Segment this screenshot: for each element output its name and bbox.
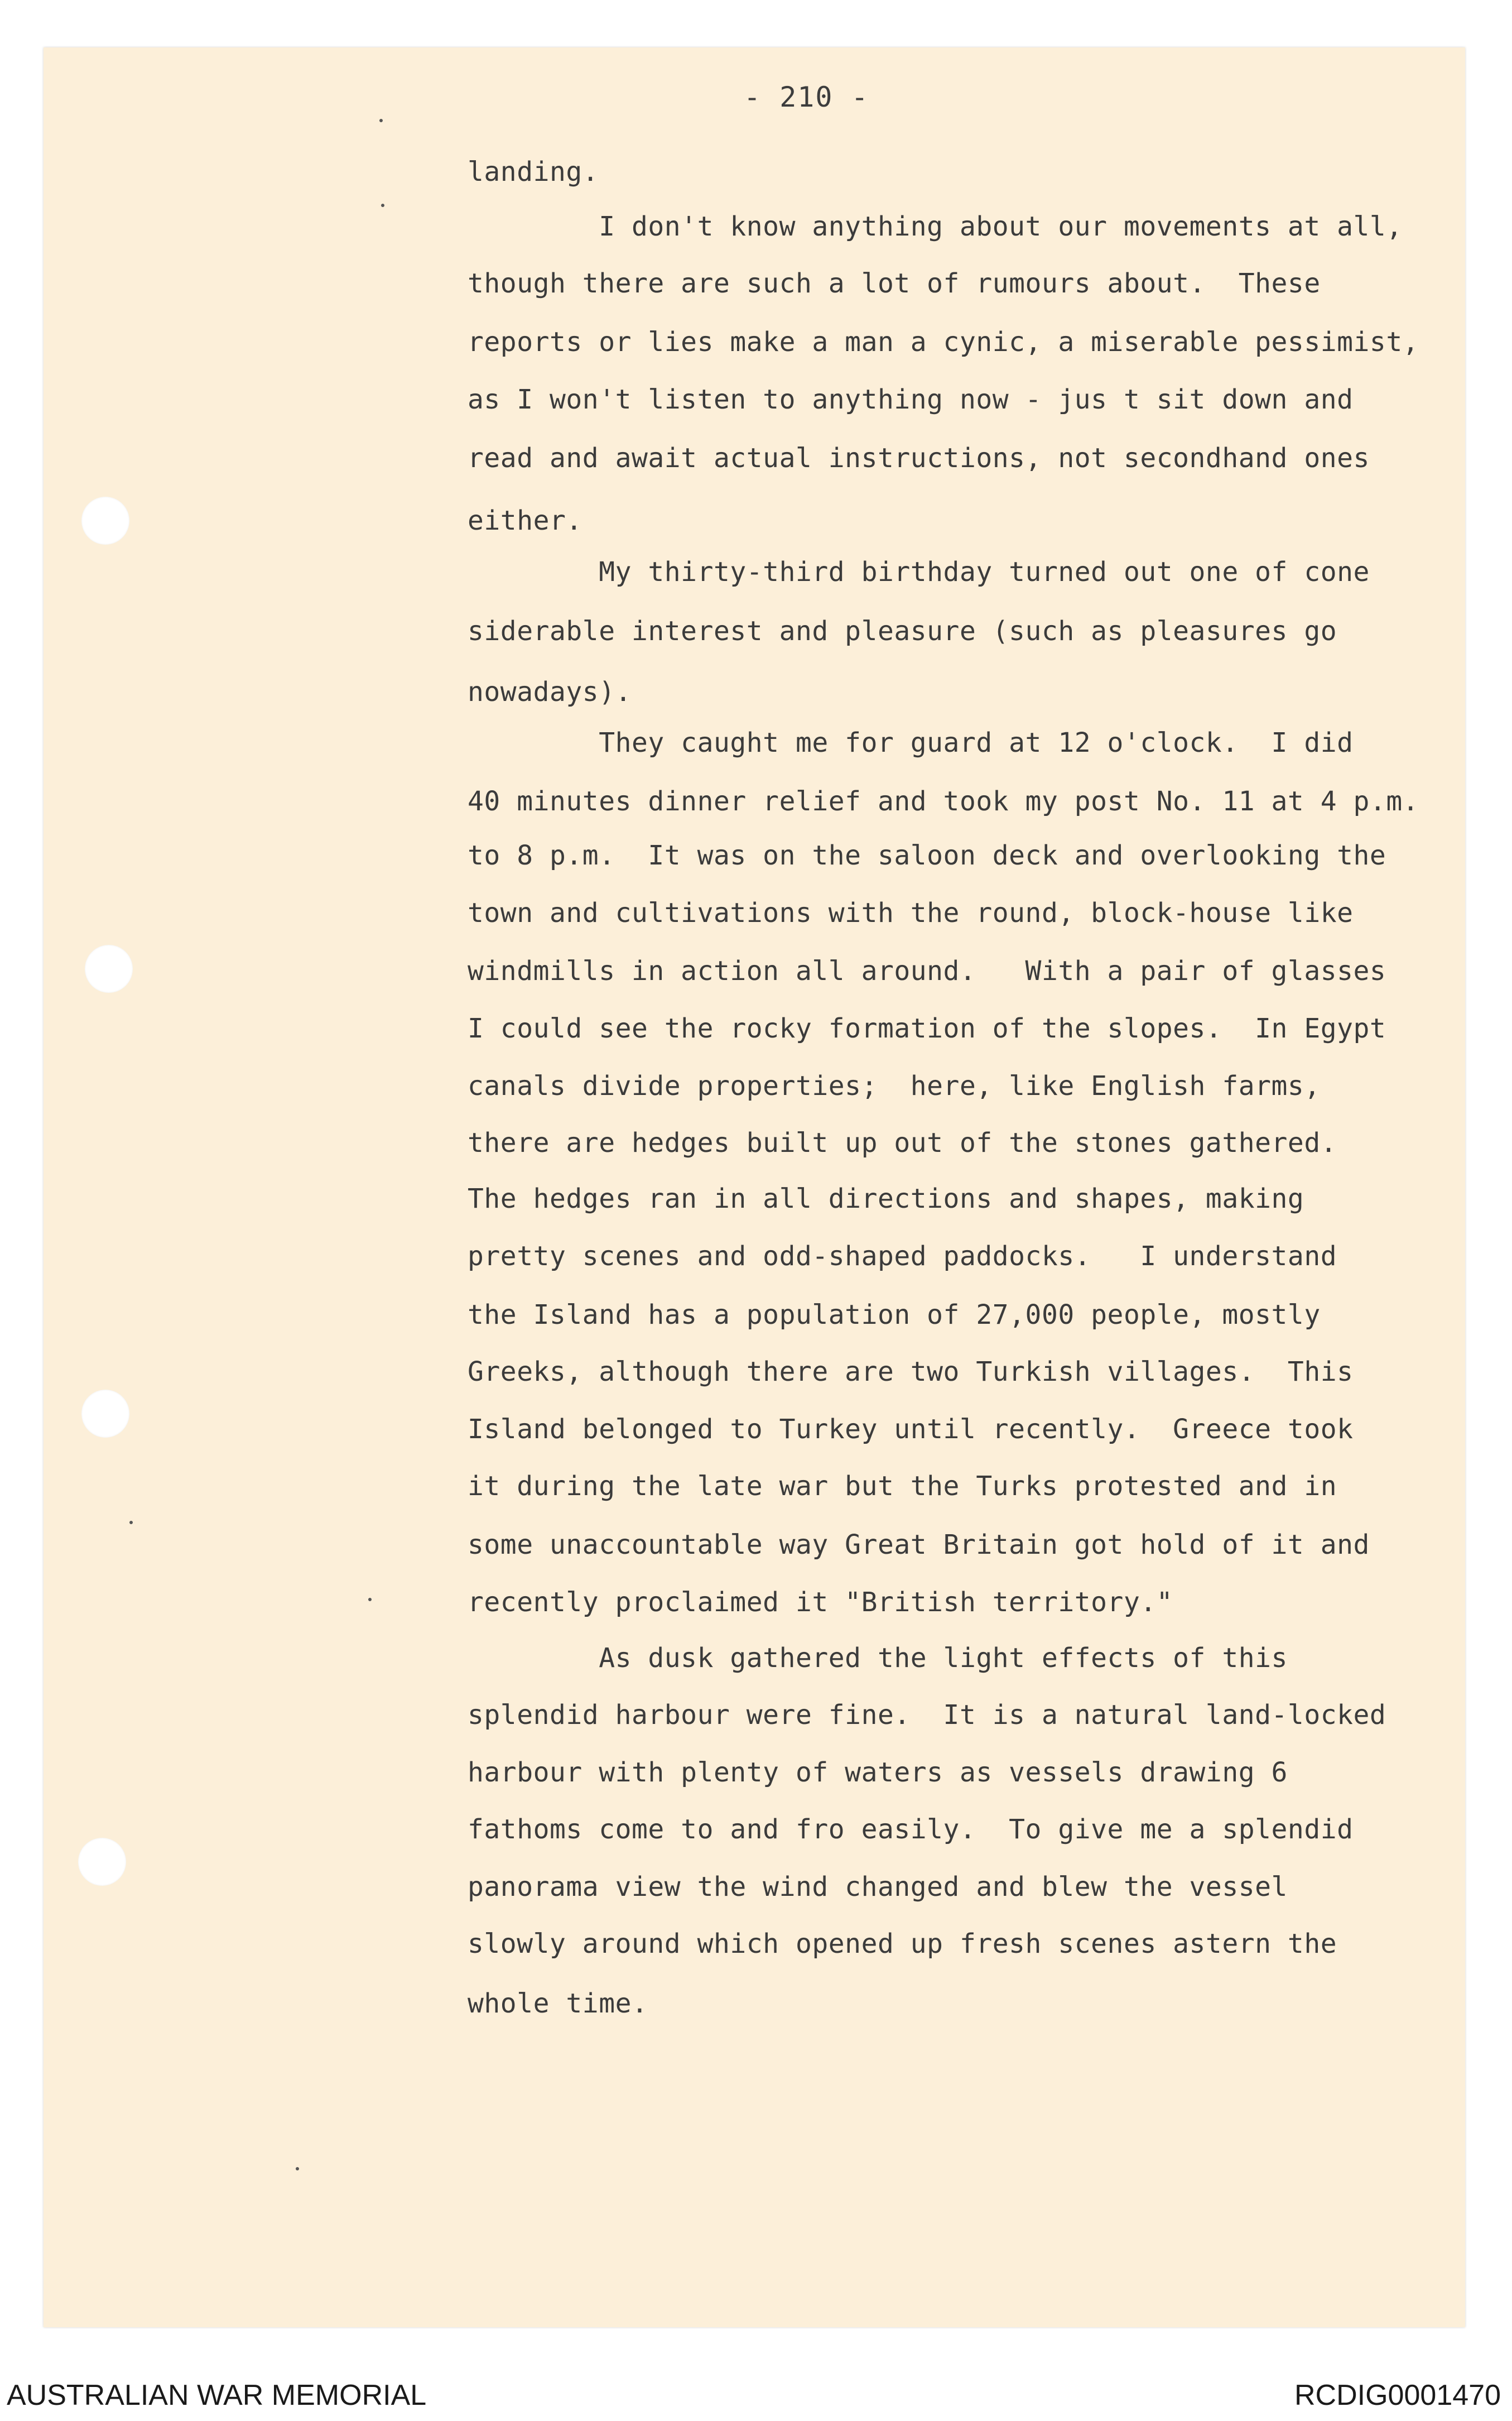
text-line: recently proclaimed it "British territory." [468,1587,1173,1618]
text-line: as I won't listen to anything now - jus t sit down and [468,384,1354,415]
text-line: I could see the rocky formation of the slopes. In Egypt [468,1013,1386,1044]
paper-speck [381,204,384,207]
document-page [44,47,1465,2327]
text-line: canals divide properties; here, like English farms, [468,1070,1321,1102]
text-line: to 8 p.m. It was on the saloon deck and overlooking the [468,840,1386,871]
text-line: Greeks, although there are two Turkish villages. This [468,1356,1354,1387]
text-line: some unaccountable way Great Britain got hold of it and [468,1529,1370,1560]
text-line: read and await actual instructions, not secondhand ones [468,443,1370,474]
paper-speck [368,1598,372,1601]
text-line: fathoms come to and fro easily. To give me a splendid [468,1814,1354,1845]
page-number: - 210 - [744,81,869,113]
archive-id: RCDIG0001470 [1294,2379,1501,2412]
text-line: the Island has a population of 27,000 people, mostly [468,1299,1321,1330]
text-line: windmills in action all around. With a pair of glasses [468,955,1386,987]
text-line: I don't know anything about our movements at all, [468,211,1403,242]
text-line: either. [468,505,582,536]
text-line: it during the late war but the Turks protested and in [468,1471,1337,1502]
text-line: slowly around which opened up fresh scenes astern the [468,1928,1337,1959]
text-line: town and cultivations with the round, block-house like [468,897,1354,929]
text-line: panorama view the wind changed and blew the vessel [468,1871,1288,1903]
paper-speck [129,1521,133,1524]
text-line: They caught me for guard at 12 o'clock. I did [468,727,1354,758]
text-line: whole time. [468,1988,648,2019]
text-line: landing. [468,156,599,188]
text-line: Island belonged to Turkey until recently. Greece took [468,1414,1354,1445]
text-line: The hedges ran in all directions and shapes, making [468,1183,1304,1214]
archive-credit: AUSTRALIAN WAR MEMORIAL [7,2379,427,2412]
punch-hole [81,497,129,545]
text-line: though there are such a lot of rumours about. These [468,268,1321,299]
punch-hole [78,1838,126,1886]
text-line: 40 minutes dinner relief and took my post No. 11 at 4 p.m. [468,786,1419,817]
text-line: siderable interest and pleasure (such as pleasures go [468,616,1337,647]
punch-hole [81,1390,129,1438]
paper-speck [379,119,383,122]
text-line: nowadays). [468,676,632,708]
punch-hole [85,945,133,993]
text-line: splendid harbour were fine. It is a natural land-locked [468,1699,1386,1731]
text-line: As dusk gathered the light effects of this [468,1642,1288,1674]
text-line: pretty scenes and odd-shaped paddocks. I understand [468,1241,1337,1272]
text-line: harbour with plenty of waters as vessels drawing 6 [468,1757,1288,1788]
text-line: My thirty-third birthday turned out one of cone [468,556,1370,588]
text-line: reports or lies make a man a cynic, a miserable pessimist, [468,326,1419,358]
paper-speck [296,2167,299,2170]
text-line: there are hedges built up out of the stones gathered. [468,1127,1337,1159]
